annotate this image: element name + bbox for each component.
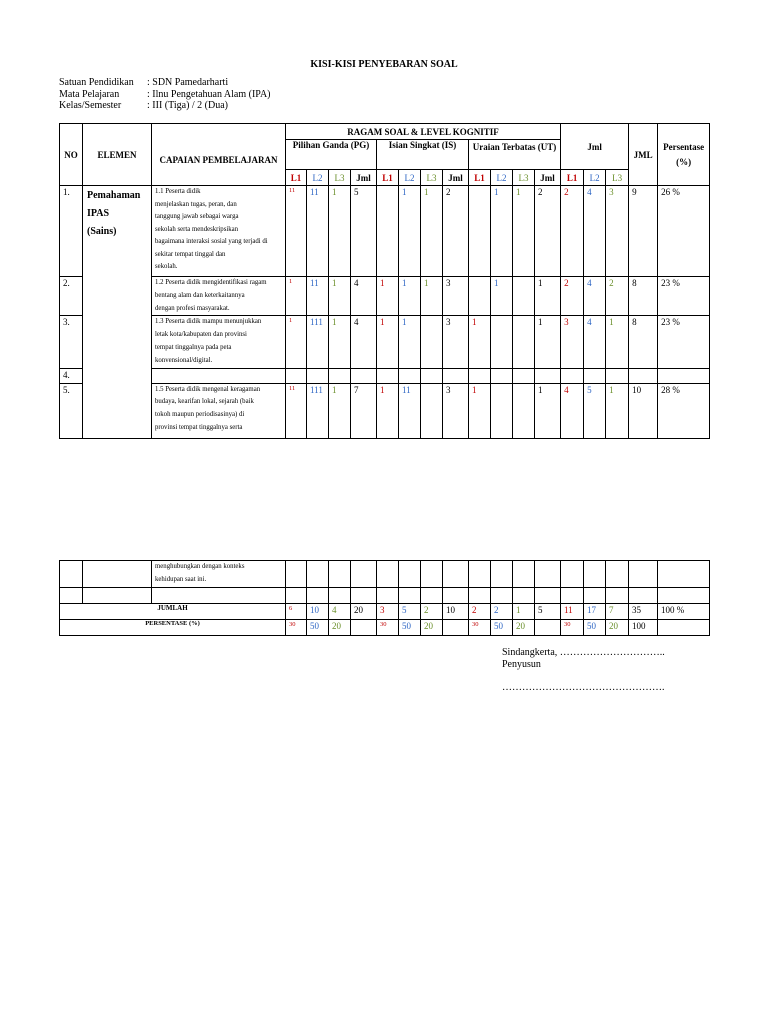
- cell-is-l3: 2: [421, 604, 443, 620]
- table-row: [60, 588, 710, 604]
- cell-pg-l2: 50: [307, 620, 329, 636]
- header-jml: Jml: [351, 170, 377, 186]
- cell-is-l1: 1: [377, 277, 399, 316]
- document-info: [59, 77, 271, 112]
- cell-jml-l2: 5: [584, 383, 606, 438]
- cell-ut-jml: 1: [535, 277, 561, 316]
- cell-ut-l2: [491, 383, 513, 438]
- cell-pg-l3: 1: [329, 316, 351, 368]
- cell-is-l1: [377, 186, 399, 277]
- header-uraian-terbatas: Uraian Terbatas (UT): [469, 140, 561, 170]
- cell-jml-l3: [606, 368, 629, 383]
- cell-pg-l1: 11: [286, 383, 307, 438]
- row-number: 4.: [60, 368, 83, 383]
- cell-total: 35: [629, 604, 658, 620]
- cell-pg-jml: [351, 620, 377, 636]
- cell-jml-l3: 1: [606, 383, 629, 438]
- cell-is-l2: 1: [399, 316, 421, 368]
- cell-persentase: 23 %: [658, 277, 710, 316]
- cell-jml-l1: 2: [561, 277, 584, 316]
- cell-persentase: [658, 368, 710, 383]
- cell-jml-l2: 4: [584, 186, 606, 277]
- persentase-row: [60, 620, 710, 636]
- cell-ut-l3: [513, 383, 535, 438]
- cell-pg-jml: 7: [351, 383, 377, 438]
- cell-is-jml: 3: [443, 383, 469, 438]
- header-l2: L2: [307, 170, 329, 186]
- row-number: 1.: [60, 186, 83, 277]
- header-jml-level: Jml: [561, 124, 629, 170]
- table-row: [60, 561, 710, 588]
- cell-jml-l1: 3: [561, 316, 584, 368]
- cell-persentase: 23 %: [658, 316, 710, 368]
- cell-jml-l3: 20: [606, 620, 629, 636]
- cell-is-l3: [421, 316, 443, 368]
- header-l2: L2: [491, 170, 513, 186]
- cell-pg-l1: 11: [286, 186, 307, 277]
- cell-jml-l2: 4: [584, 277, 606, 316]
- cell-pg-l3: 1: [329, 277, 351, 316]
- cell-ut-l3: [513, 277, 535, 316]
- cell-ut-jml: [535, 620, 561, 636]
- cell-ut-l3: [513, 316, 535, 368]
- header-l2: L2: [584, 170, 606, 186]
- header-jml: Jml: [443, 170, 469, 186]
- elemen-line: (Sains): [87, 226, 117, 237]
- cell-ut-l2: 1: [491, 277, 513, 316]
- cell-total: 8: [629, 316, 658, 368]
- cell-ut-l3: 1: [513, 186, 535, 277]
- cell-persentase: 100 %: [658, 604, 710, 620]
- header-jml: Jml: [535, 170, 561, 186]
- header-jml-total: JML: [629, 124, 658, 186]
- cell-pg-l1: 30: [286, 620, 307, 636]
- table-row: [60, 277, 710, 316]
- cell-is-l2: 50: [399, 620, 421, 636]
- cell-is-l2: 5: [399, 604, 421, 620]
- header-persentase: Persentase (%): [658, 124, 710, 186]
- cell-is-l1: 30: [377, 620, 399, 636]
- cell-pg-l3: 4: [329, 604, 351, 620]
- info-label: Satuan Pendidikan: [59, 77, 134, 88]
- cell-pg-jml: [351, 368, 377, 383]
- cell-is-l2: [399, 368, 421, 383]
- cell-ut-jml: 5: [535, 604, 561, 620]
- cell-is-jml: 10: [443, 604, 469, 620]
- signature-name-line: ………………………………………….: [502, 682, 665, 693]
- elemen-cell: [83, 186, 152, 439]
- info-value: : Ilnu Pengetahuan Alam (IPA): [147, 88, 271, 100]
- row-number: 2.: [60, 277, 83, 316]
- cell-ut-l1: 30: [469, 620, 491, 636]
- row-number: [60, 561, 83, 588]
- cell-ut-l3: 20: [513, 620, 535, 636]
- signature-place-date: Sindangkerta, …………………………..: [502, 647, 665, 658]
- header-l2: L2: [399, 170, 421, 186]
- cell-is-jml: [443, 368, 469, 383]
- cell-ut-l2: [491, 316, 513, 368]
- cell-pg-l2: 111: [307, 383, 329, 438]
- header-ragam: RAGAM SOAL & LEVEL KOGNITIF: [286, 124, 561, 140]
- cell-ut-jml: 1: [535, 316, 561, 368]
- cell-ut-l1: [469, 368, 491, 383]
- cell-is-l3: [421, 368, 443, 383]
- cell-total: [629, 368, 658, 383]
- cell-pg-jml: 4: [351, 316, 377, 368]
- cell-total: 8: [629, 277, 658, 316]
- cell-is-l1: [377, 368, 399, 383]
- info-label: Kelas/Semester: [59, 100, 122, 111]
- cell-is-l1: 1: [377, 316, 399, 368]
- cell-pg-l2: 10: [307, 604, 329, 620]
- cell-is-l2: 11: [399, 383, 421, 438]
- table-row: [60, 316, 710, 368]
- cell-total: 10: [629, 383, 658, 438]
- cell-jml-l3: 2: [606, 277, 629, 316]
- capaian-text: 1.3 Peserta didik mampu menunjukkan letak kota/kabupaten dan provinsi tempat tinggalnya pada peta konvensional/digital.: [152, 316, 286, 368]
- cell-jml-l2: 50: [584, 620, 606, 636]
- cell-jml-l2: 4: [584, 316, 606, 368]
- header-l3: L3: [329, 170, 351, 186]
- cell-jml-l2: [584, 368, 606, 383]
- cell-ut-l2: [491, 368, 513, 383]
- row-number: 3.: [60, 316, 83, 368]
- cell-is-jml: 3: [443, 316, 469, 368]
- info-value: : III (Tiga) / 2 (Dua): [147, 100, 229, 111]
- cell-jml-l1: 2: [561, 186, 584, 277]
- cell-ut-jml: 2: [535, 186, 561, 277]
- cell-total: 9: [629, 186, 658, 277]
- header-no: NO: [60, 124, 83, 186]
- cell-pg-l1: 1: [286, 316, 307, 368]
- cell-pg-l3: 1: [329, 186, 351, 277]
- header-l3: L3: [513, 170, 535, 186]
- header-l3: L3: [421, 170, 443, 186]
- cell-ut-l3: 1: [513, 604, 535, 620]
- cell-pg-l3: [329, 368, 351, 383]
- header-l1: L1: [286, 170, 307, 186]
- cell-is-l3: 1: [421, 186, 443, 277]
- cell-total: 100: [629, 620, 658, 636]
- jumlah-row: [60, 604, 710, 620]
- cell-pg-jml: 5: [351, 186, 377, 277]
- header-l1: L1: [469, 170, 491, 186]
- info-label: Mata Pelajaran: [59, 88, 120, 100]
- info-value: : SDN Pamedarharti: [147, 77, 229, 88]
- cell-pg-l3: 1: [329, 383, 351, 438]
- elemen-line: IPAS: [87, 208, 110, 219]
- cell-ut-jml: [535, 368, 561, 383]
- cell-jml-l3: 7: [606, 604, 629, 620]
- cell-ut-l2: 50: [491, 620, 513, 636]
- table-row: [60, 383, 710, 438]
- elemen-cell: [83, 561, 152, 588]
- header-l3: L3: [606, 170, 629, 186]
- jumlah-label: JUMLAH: [60, 604, 286, 620]
- cell-ut-l1: [469, 277, 491, 316]
- kisi-kisi-table: [59, 123, 710, 439]
- cell-ut-l2: 1: [491, 186, 513, 277]
- header-capaian: CAPAIAN PEMBELAJARAN: [152, 124, 286, 186]
- cell-ut-l2: 2: [491, 604, 513, 620]
- cell-is-l3: 1: [421, 277, 443, 316]
- cell-is-jml: 3: [443, 277, 469, 316]
- cell-ut-jml: 1: [535, 383, 561, 438]
- header-isian-singkat: Isian Singkat (IS): [377, 140, 469, 170]
- kisi-kisi-table-continued: [59, 560, 710, 636]
- cell-pg-jml: 20: [351, 604, 377, 620]
- cell-jml-l1: 4: [561, 383, 584, 438]
- header-l1: L1: [561, 170, 584, 186]
- cell-pg-l2: 111: [307, 316, 329, 368]
- cell-is-jml: [443, 620, 469, 636]
- cell-pg-l2: 11: [307, 186, 329, 277]
- header-l1: L1: [377, 170, 399, 186]
- cell-persentase: 28 %: [658, 383, 710, 438]
- capaian-text: menghubungkan dengan konteks kehidupan saat ini.: [152, 561, 286, 588]
- cell-is-l3: 20: [421, 620, 443, 636]
- header-elemen: ELEMEN: [83, 124, 152, 186]
- signature-role: Penyusun: [502, 658, 541, 670]
- capaian-text: 1.2 Peserta didik mengidentifikasi ragam bentang alam dan keterkaitannya dengan profesi masyarakat.: [152, 277, 286, 316]
- page-title: KISI-KISI PENYEBARAN SOAL: [310, 59, 458, 70]
- cell-ut-l1: 2: [469, 604, 491, 620]
- cell-jml-l1: [561, 368, 584, 383]
- table-row: [60, 186, 710, 277]
- cell-pg-l1: [286, 368, 307, 383]
- cell-pg-jml: 4: [351, 277, 377, 316]
- cell-is-l2: 1: [399, 277, 421, 316]
- cell-persentase: [658, 620, 710, 636]
- signature-block: [502, 647, 665, 694]
- cell-pg-l1: 6: [286, 604, 307, 620]
- row-number: 5.: [60, 383, 83, 438]
- cell-jml-l3: 3: [606, 186, 629, 277]
- cell-is-jml: 2: [443, 186, 469, 277]
- capaian-text: 1.5 Peserta didik mengenal keragaman budaya, kearifan lokal, sejarah (baik tokoh maupun periodisasinya) di provinsi tempat tinggalnya serta: [152, 383, 286, 438]
- capaian-text: [152, 368, 286, 383]
- cell-pg-l2: 11: [307, 277, 329, 316]
- header-pilihan-ganda: Pilihan Ganda (PG): [286, 140, 377, 170]
- cell-jml-l1: 11: [561, 604, 584, 620]
- cell-is-l1: 1: [377, 383, 399, 438]
- cell-jml-l2: 17: [584, 604, 606, 620]
- table-row: [60, 368, 710, 383]
- capaian-text: 1.1 Peserta didik menjelaskan tugas, peran, dan tanggung jawab sebagai warga sekolah serta mendeskripsikan bagaimana interaksi sosial yang terjadi di sekitar tempat tinggal dan sekolah.: [152, 186, 286, 277]
- cell-pg-l2: [307, 368, 329, 383]
- cell-ut-l3: [513, 368, 535, 383]
- cell-is-l3: [421, 383, 443, 438]
- cell-is-l1: 3: [377, 604, 399, 620]
- cell-persentase: 26 %: [658, 186, 710, 277]
- cell-is-l2: 1: [399, 186, 421, 277]
- cell-jml-l3: 1: [606, 316, 629, 368]
- cell-ut-l1: 1: [469, 383, 491, 438]
- persentase-label: PERSENTASE (%): [60, 620, 286, 636]
- elemen-line: Pemahaman: [87, 190, 141, 201]
- cell-pg-l3: 20: [329, 620, 351, 636]
- cell-ut-l1: [469, 186, 491, 277]
- cell-pg-l1: 1: [286, 277, 307, 316]
- cell-jml-l1: 30: [561, 620, 584, 636]
- cell-ut-l1: 1: [469, 316, 491, 368]
